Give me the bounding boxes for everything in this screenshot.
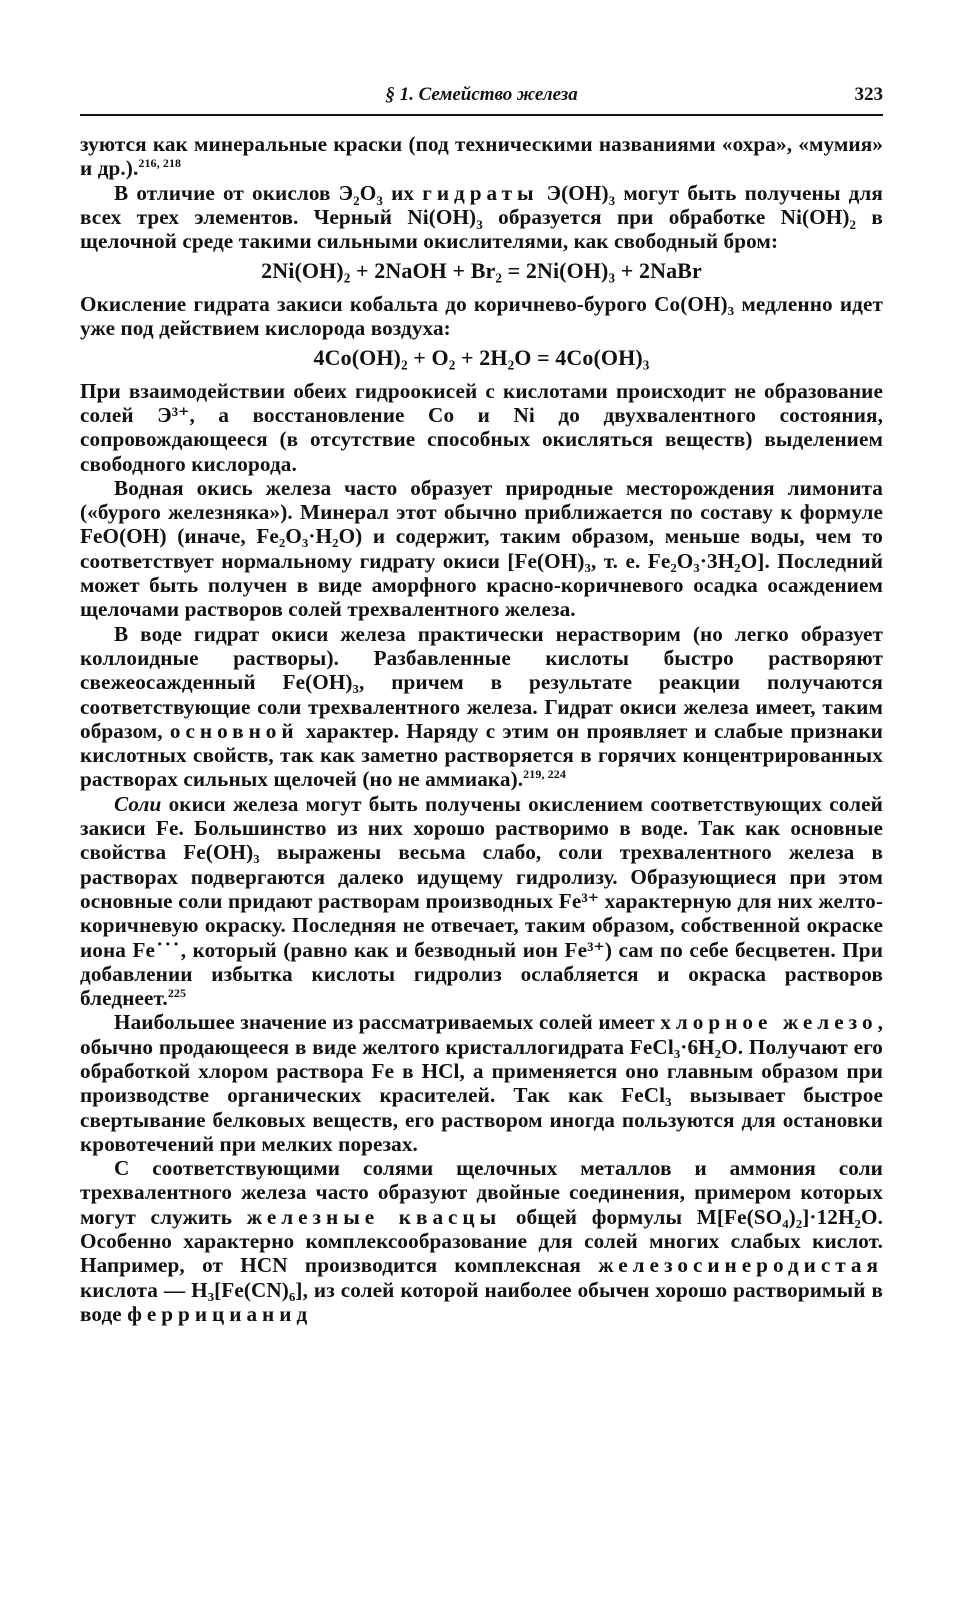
paragraph-4: При взаимодействии обеих гидроокисей с кислотами происходит не образование солей Э³⁺, а восстановление Co и Ni до двухвалентного состояния, сопровождающееся (в отсутствие способных окисляться веществ) выделением свободного кислорода. <box>80 378 883 476</box>
spaced-term: железосинеродистая <box>598 1253 883 1278</box>
italic-term: Соли <box>114 791 162 816</box>
spaced-term: гидраты <box>422 180 539 205</box>
page-body <box>80 132 883 1326</box>
reference-note: 225 <box>167 986 187 1001</box>
paragraph-7: Соли окиси железа могут быть получены окислением соответствующих солей закиси Fe. Большинство из них хорошо растворимо в воде. Так как основные свойства Fe(OH)₃ выражены весьма слабо, соли трехвалентного железа в растворах подвергаются далеко идущему гидролизу. Образующиеся при этом основные соли придают растворам производных Fe³⁺ характерную для них желто-коричневую окраску. Последняя не отвечает, таким образом, собственной окраске иона Fe˙˙˙, который (равно как и безводный ион Fe³⁺) сам по себе бесцветен. При добавлении избытка кислоты гидролиз ослабляется и окраска растворов бледнеет.$^{225}$ <box>80 791 883 1011</box>
paragraph-2: В отличие от окислов $Э_2O_3$ их гидраты $Э(ОН)_3$ могут быть получены для всех трех элементов. Черный $Ni(OH)_3$ образуется при обработке $Ni(OH)_2$ в щелочной среде такими сильными окислителями, как свободный бром: <box>80 180 883 254</box>
paragraph-5: Водная окись железа часто образует природные месторождения лимонита («бурого железняка»). Минерал этот обычно приближается по составу к формуле FeO(OH) (иначе, Fe₂O₃·H₂O) и содержит, таким образом, меньше воды, чем то соответствует нормальному гидрату окиси [Fe(OH)₃, т. е. Fe₂O₃·3H₂O]. Последний может быть получен в виде аморфного красно-коричневого осадка осаждением щелочами растворов солей трехвалентного железа. <box>80 475 883 622</box>
spaced-term: хлорное железо <box>660 1010 878 1035</box>
paragraph-9: С соответствующими солями щелочных металлов и аммония соли трехвалентного железа часто образуют двойные соединения, примером которых могут служить железные квасцы общей формулы M[Fe(SO₄)₂]·12H₂O. Особенно характерно комплексообразование для солей многих слабых кислот. Например, от HCN производится комплексная железосинеродистая кислота — H₃[Fe(CN)₆], из солей которой наиболее обычен хорошо растворимый в воде феррицианид <box>80 1156 883 1326</box>
section-title: § 1. Семейство железа <box>385 84 578 105</box>
paragraph-3: Окисление гидрата закиси кобальта до коричнево-бурого Co(OH)₃ медленно идет уже под действием кислорода воздуха: <box>80 291 883 341</box>
header-rule <box>80 114 883 116</box>
spaced-term: феррицианид <box>127 1301 313 1326</box>
paragraph-6: В воде гидрат окиси железа практически нерастворим (но легко образует коллоидные растворы). Разбавленные кислоты быстро растворяют свежеосажденный Fe(OH)₃, причем в результате реакции получаются соответствующие соли трехвалентного железа. Гидрат окиси железа имеет, таким образом, основной характер. Наряду с этим он проявляет и слабые признаки кислотных свойств, так как заметно растворяется в горячих концентрированных растворах сильных щелочей (но не аммиака).$^{219, 224}$ <box>80 621 883 792</box>
reference-note: 219, 224 <box>523 767 566 782</box>
page-number: 323 <box>854 84 883 105</box>
equation-2: 4Co(OH)₂ + O₂ + 2H₂O = 4Co(OH)₃ <box>313 345 650 371</box>
running-header <box>80 84 883 114</box>
spaced-term: основной <box>169 718 299 743</box>
paragraph-1: зуются как минеральные краски (под техническими названиями «охра», «мумия» и др.).$^{216, 218}$ <box>80 132 883 181</box>
equation-1: 2Ni(OH)₂ + 2NaOH + Br₂ = 2Ni(OH)₃ + 2NaBr <box>261 258 702 284</box>
paragraph-8: Наибольшее значение из рассматриваемых солей имеет хлорное железо, обычно продающееся в виде желтого кристаллогидрата FeCl₃·6H₂O. Получают его обработкой хлором раствора Fe в HCl, а применяется оно главным образом при производстве органических красителей. Так как FeCl₃ вызывает быстрое свертывание белковых веществ, его раствором иногда пользуются для остановки кровотечений при мелких порезах. <box>80 1010 883 1156</box>
spaced-term: железные квасцы <box>246 1204 502 1229</box>
reference-note: 216, 218 <box>138 156 182 171</box>
